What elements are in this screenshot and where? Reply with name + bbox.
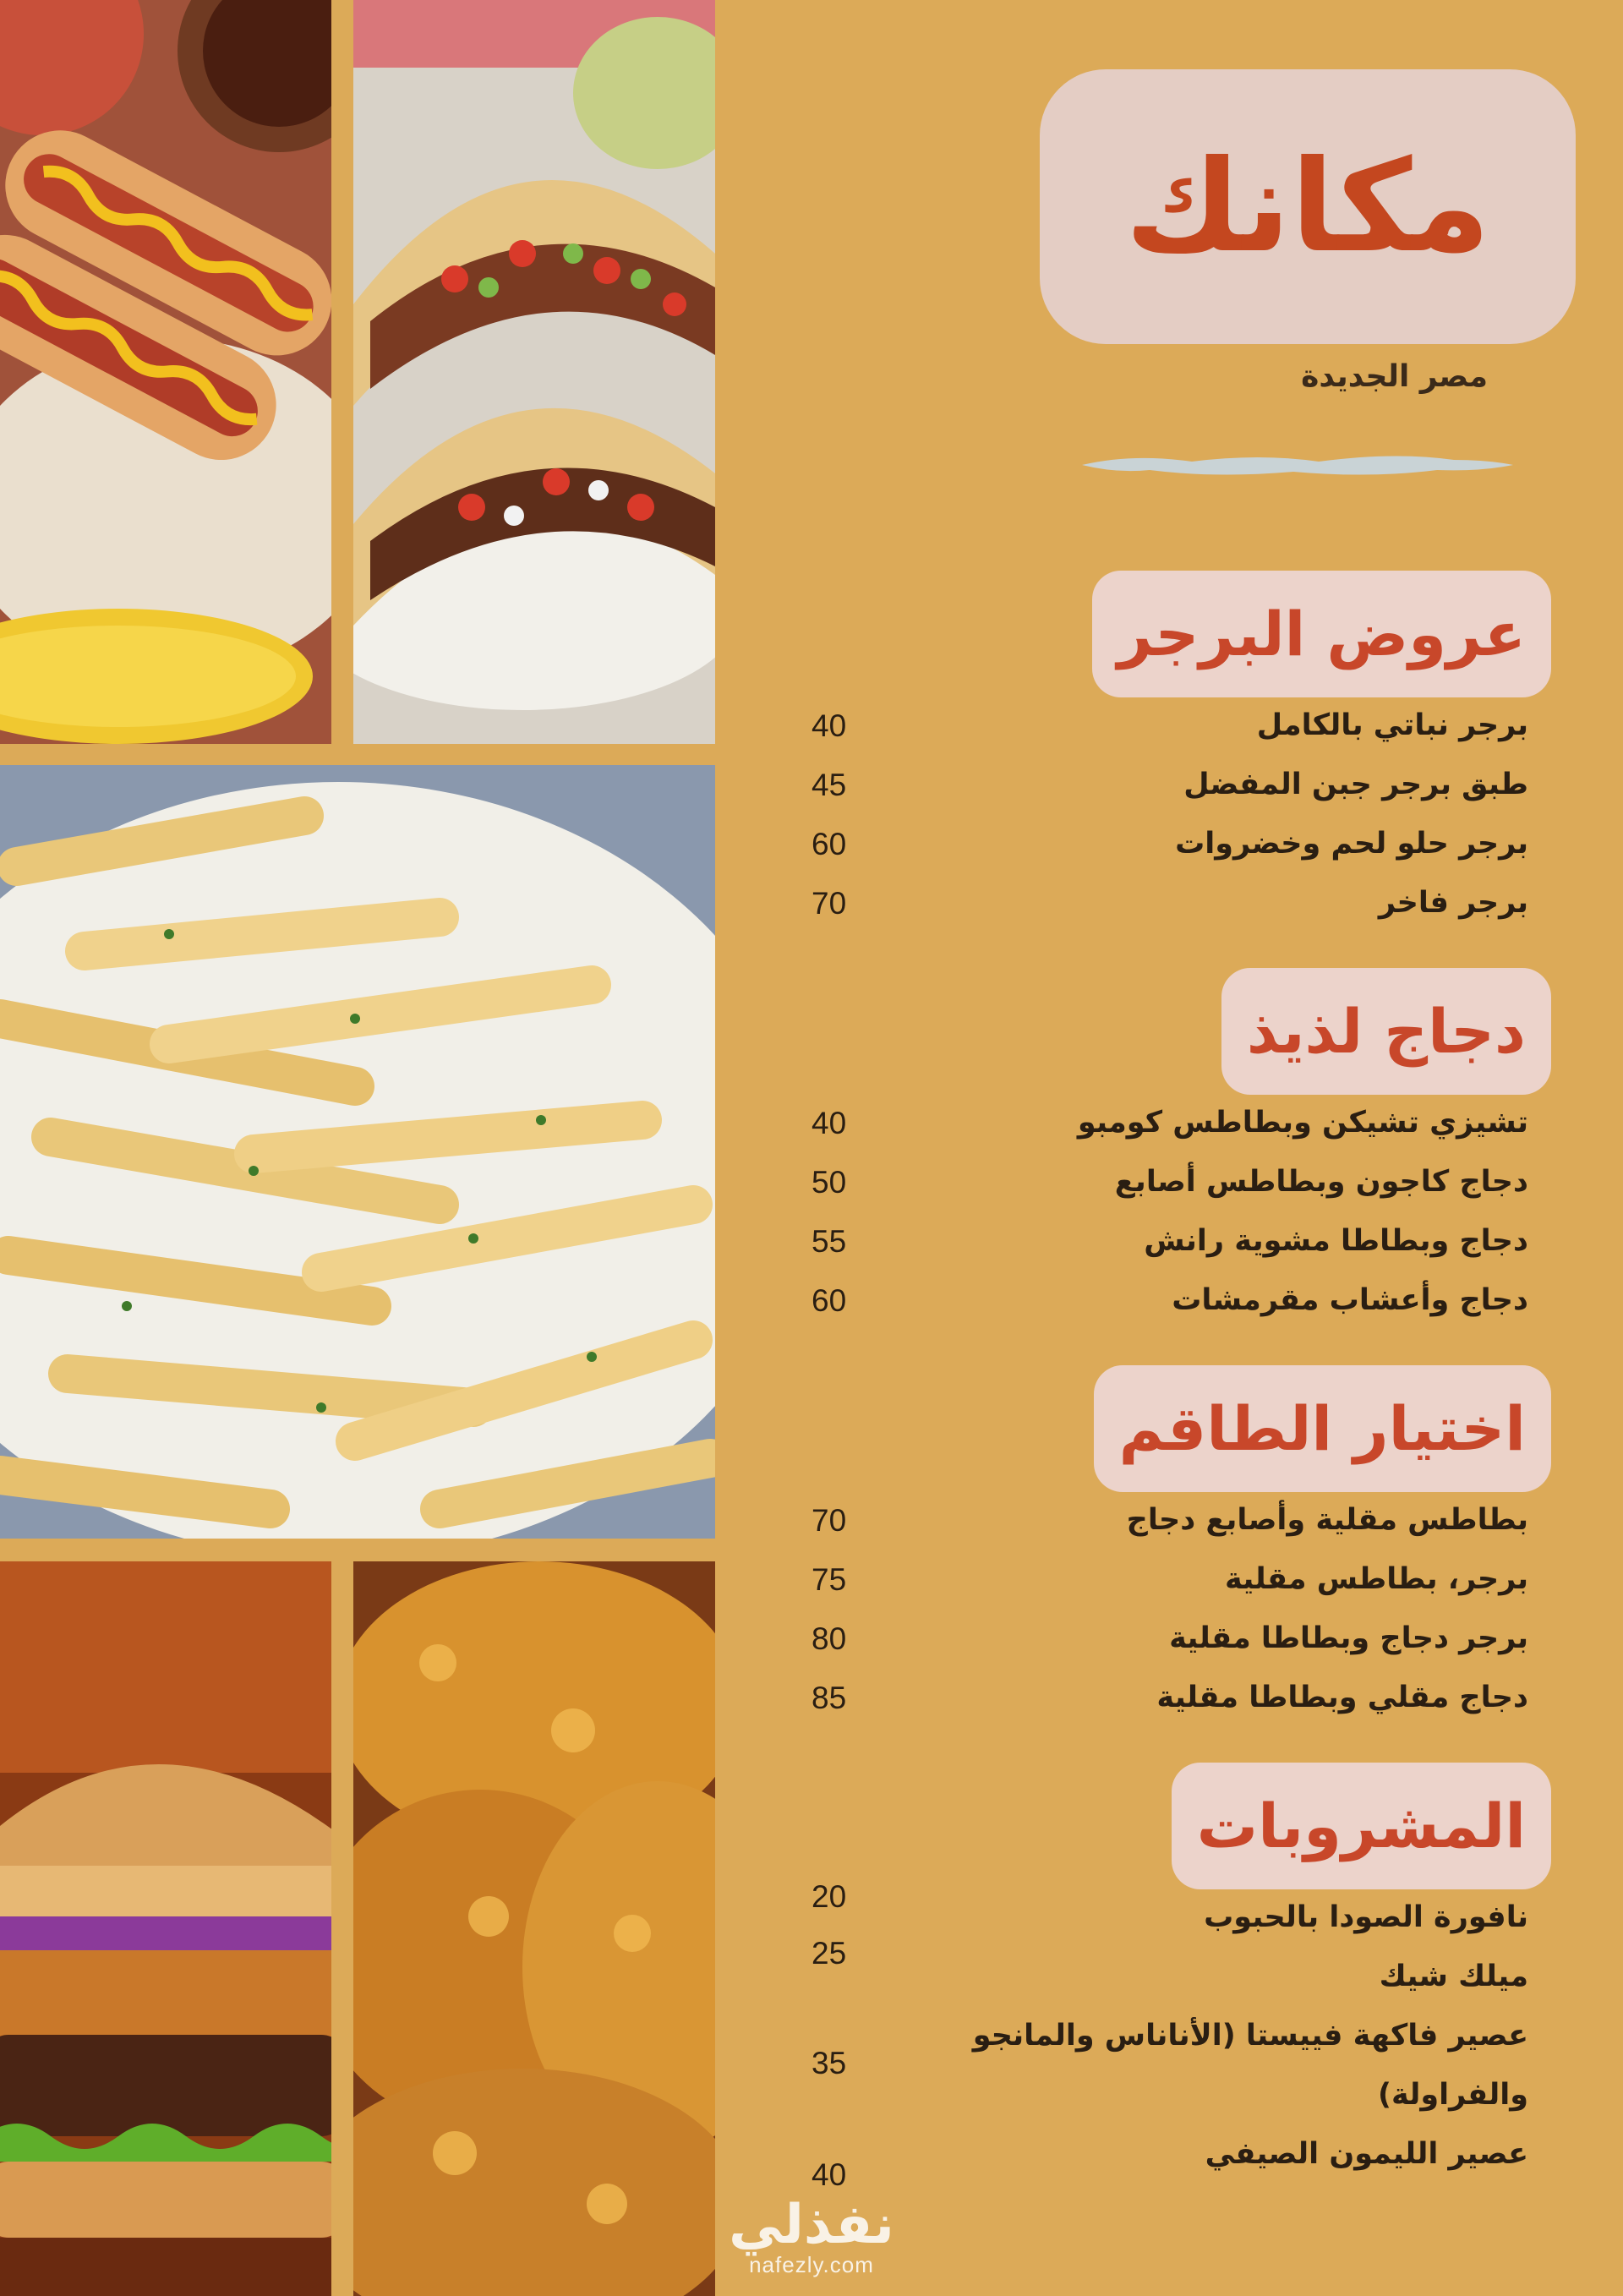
brush-divider bbox=[1078, 448, 1517, 482]
menu-item-name: دجاج مقلي وبطاطا مقلية bbox=[1156, 1681, 1528, 1714]
burger-photo bbox=[0, 1561, 331, 2296]
menu-item-price: 60 bbox=[812, 827, 847, 861]
menu-item-name: بطاطس مقلية وأصابع دجاج bbox=[1126, 1503, 1528, 1537]
menu-item-name: ميلك شيك bbox=[1379, 1960, 1528, 1993]
brand-logo-badge bbox=[1040, 69, 1576, 344]
menu-item-price: 70 bbox=[812, 886, 847, 921]
menu-item-price: 55 bbox=[812, 1224, 847, 1259]
menu-item-name: دجاج وبطاطا مشوية رانش bbox=[1144, 1224, 1528, 1258]
menu-item-name: دجاج وأعشاب مقرمشات bbox=[1172, 1283, 1528, 1317]
menu-item-name: طبق برجر جبن المفضل bbox=[1183, 768, 1528, 801]
menu-item-name: برجر حلو لحم وخضروات bbox=[1175, 827, 1528, 861]
watermark-arabic: نفذلي bbox=[729, 2194, 894, 2256]
watermark bbox=[719, 2194, 904, 2278]
menu-item-price: 50 bbox=[812, 1165, 847, 1200]
menu-item-price: 85 bbox=[812, 1681, 847, 1715]
menu-item-name: عصير فاكهة فييستا (الأناناس والمانجو bbox=[972, 2019, 1528, 2053]
tacos-photo bbox=[353, 0, 715, 744]
menu-item-name: برجر دجاج وبطاطا مقلية bbox=[1169, 1621, 1528, 1655]
fried-chicken-photo bbox=[353, 1561, 715, 2296]
menu-item-price: 20 bbox=[812, 1879, 847, 1914]
menu-item-name: عصير الليمون الصيفي bbox=[1205, 2137, 1528, 2171]
menu-item-name: برجر فاخر bbox=[1378, 886, 1528, 920]
menu-item-price: 45 bbox=[812, 768, 847, 802]
section-title-burger-offers: عروض البرجر bbox=[1092, 571, 1551, 697]
menu-item-price: 80 bbox=[812, 1621, 847, 1656]
menu-item-price: 35 bbox=[812, 2046, 847, 2080]
menu-item-price: 60 bbox=[812, 1283, 847, 1318]
hot-dog-photo bbox=[0, 0, 331, 744]
menu-item-price: 40 bbox=[812, 2157, 847, 2192]
watermark-url: nafezly.com bbox=[749, 2252, 874, 2277]
menu-item-name: والفراولة) bbox=[1378, 2078, 1528, 2112]
menu-item-price: 70 bbox=[812, 1503, 847, 1538]
menu-item-price: 75 bbox=[812, 1562, 847, 1597]
section-title-chicken: دجاج لذيذ bbox=[1221, 968, 1551, 1095]
section-title-crew-choice: اختيار الطاقم bbox=[1094, 1365, 1551, 1492]
location-text: مصر الجديدة bbox=[1301, 359, 1488, 394]
menu-item-name: دجاج كاجون وبطاطس أصابع bbox=[1114, 1165, 1528, 1199]
menu-item-name: تشيزي تشيكن وبطاطس كومبو bbox=[1077, 1106, 1528, 1140]
brand-title: مكانك bbox=[1124, 133, 1491, 281]
fries-photo bbox=[0, 765, 715, 1539]
menu-item-name: برجر نباتي بالكامل bbox=[1256, 708, 1528, 742]
menu-item-price: 25 bbox=[812, 1936, 847, 1971]
menu-item-price: 40 bbox=[812, 1106, 847, 1140]
menu-item-price: 40 bbox=[812, 708, 847, 743]
section-title-drinks: المشروبات bbox=[1172, 1763, 1551, 1889]
menu-item-name: برجر، بطاطس مقلية bbox=[1224, 1562, 1528, 1596]
menu-item-name: نافورة الصودا بالحبوب bbox=[1204, 1900, 1528, 1934]
